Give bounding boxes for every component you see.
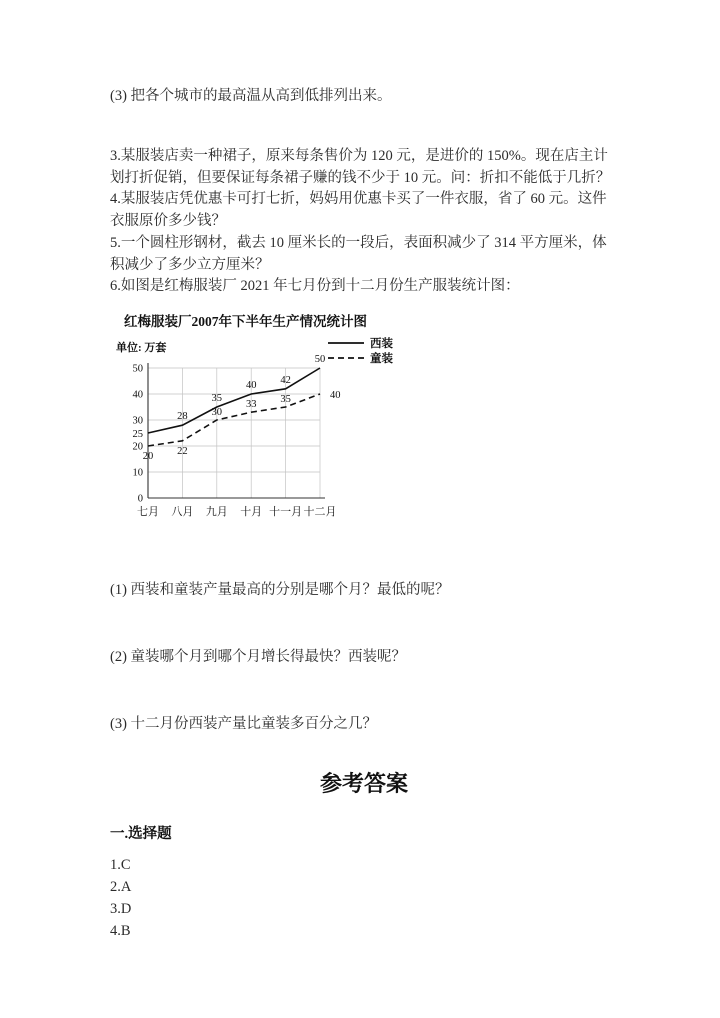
svg-text:40: 40	[132, 389, 143, 401]
point-label: 35	[280, 394, 291, 406]
svg-text:20: 20	[132, 441, 143, 453]
point-label: 20	[142, 451, 154, 463]
chart-legend	[328, 336, 393, 365]
answer-item-1: 1.C	[110, 856, 131, 873]
question-city-temperature-line: (3) 把各个城市的最高温从高到低排列出来。	[110, 88, 392, 104]
point-label: 22	[177, 446, 188, 458]
answers-section-title: 一.选择题	[110, 826, 172, 843]
problem-5: 5.一个圆柱形钢材，截去 10 厘米长的一段后，表面积减少了 314 平方厘米，体积减少了多少立方厘米？	[110, 234, 607, 273]
svg-text:10: 10	[132, 467, 143, 479]
answer-item-4: 4.B	[110, 922, 131, 939]
sub-question-3: (3) 十二月份西装产量比童装多百分之几？	[110, 715, 378, 732]
x-tick-label: 十二月	[303, 506, 337, 519]
point-label: 35	[211, 393, 223, 405]
legend-label-西装: 西装	[370, 338, 393, 351]
point-label: 28	[177, 411, 188, 423]
unit-label: 单位: 万套	[116, 342, 167, 355]
svg-text:0: 0	[137, 493, 143, 505]
answers-heading: 参考答案	[319, 770, 408, 796]
answer-item-2: 2.A	[110, 878, 132, 895]
chart-title: 红梅服装厂2007年下半年生产情况统计图	[124, 314, 367, 329]
point-label: 33	[245, 399, 257, 411]
point-label: 40	[330, 390, 341, 402]
svg-text:30: 30	[132, 415, 143, 427]
answer-item-3: 3.D	[110, 900, 132, 917]
point-label: 30	[211, 407, 223, 419]
production-line-chart	[114, 334, 424, 538]
svg-text:50: 50	[132, 363, 143, 375]
point-label: 50	[314, 354, 326, 366]
chart-block	[114, 312, 618, 538]
legend-label-童装: 童装	[370, 353, 393, 366]
point-label: 25	[132, 429, 143, 441]
chart-canvas	[116, 340, 341, 518]
x-tick-label: 十月	[240, 506, 263, 519]
sub-question-2: (2) 童装哪个月到哪个月增长得最快？西装呢？	[110, 649, 407, 665]
x-tick-label: 十一月	[269, 506, 303, 519]
answers-list	[110, 854, 618, 942]
point-label: 40	[245, 380, 257, 392]
problem-4: 4.某服装店凭优惠卡可打七折，妈妈用优惠卡买了一件衣服，省了 60 元。这件衣服原价多少钱？	[110, 191, 607, 229]
x-tick-label: 八月	[171, 506, 194, 519]
sub-question-1: (1) 西装和童装产量最高的分别是哪个月？最低的呢？	[110, 582, 450, 599]
series-line-西装	[148, 368, 320, 433]
problem-6: 6.如图是红梅服装厂 2021 年七月份到十二月份生产服装统计图：	[110, 278, 520, 295]
x-tick-label: 九月	[205, 506, 228, 519]
x-tick-label: 七月	[137, 506, 159, 519]
problems-block	[110, 146, 618, 298]
problem-3: 3.某服装店卖一种裙子，原来每条售价为 120 元，是进价的 150%。现在店主计划打折促销，但要保证每条裙子赚的钱不少于 10 元。问：折扣不能低于几折？	[110, 147, 611, 186]
point-label: 42	[280, 375, 291, 387]
